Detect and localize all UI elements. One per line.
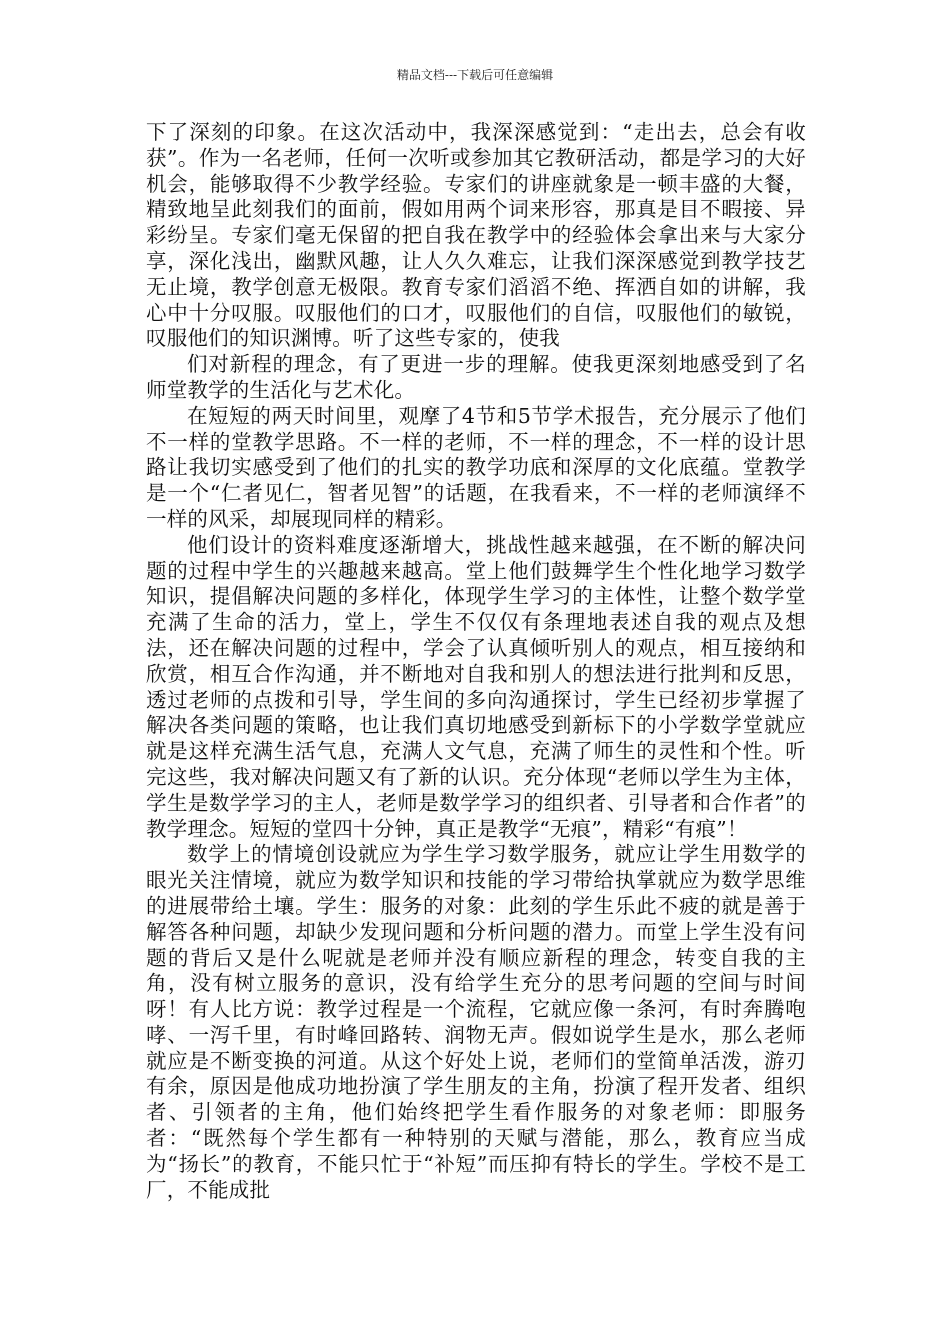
document-body bbox=[146, 120, 806, 1203]
paragraph-5: 数学上的情境创设就应为学生学习数学服务，就应让学生用数学的眼光关注情境，就应为数学知识和技能的学习带给执掌就应为数学思维的进展带给土壤。学生：服务的对象：此刻的学生乐此不疲的就是善于解答各种问题，却缺少发现问题和分析问题的潜力。而堂上学生没有问题的背后又是什么呢就是老师并没有顺应新程的理念，转变自我的主角，没有树立服务的意识，没有给学生充分的思考问题的空间与时间呀！有人比方说：教学过程是一个流程，它就应像一条河，有时奔腾咆哮、一泻千里，有时峰回路转、润物无声。假如说学生是水，那么老师就应是不断变换的河道。从这个好处上说，老师们的堂简单活泼，游刃有余，原因是他成功地扮演了学生朋友的主角，扮演了程开发者、组织者、引领者的主角，他们始终把学生看作服务的对象老师：即服务者：“既然每个学生都有一种特别的天赋与潜能，那么，教育应当成为“扬长”的教育，不能只忙于“补短”而压抑有特长的学生。学校不是工厂，不能成批 bbox=[146, 842, 806, 1202]
paragraph-3: 在短短的两天时间里，观摩了4节和5节学术报告，充分展示了他们不一样的堂教学思路。不一样的老师，不一样的理念，不一样的设计思路让我切实感受到了他们的扎实的教学功底和深厚的文化底蕴。堂教学是一个“仁者见仁，智者见智”的话题，在我看来，不一样的老师演绎不一样的风采，却展现同样的精彩。 bbox=[146, 403, 806, 531]
paragraph-4: 他们设计的资料难度逐渐增大，挑战性越来越强，在不断的解决问题的过程中学生的兴趣越来越高。堂上他们鼓舞学生个性化地学习数学知识，提倡解决问题的多样化，体现学生学习的主体性，让整个数学堂充满了生命的活力，堂上，学生不仅仅有条理地表述自我的观点及想法，还在解决问题的过程中，学会了认真倾听别人的观点，相互接纳和欣赏，相互合作沟通，并不断地对自我和别人的想法进行批判和反思，透过老师的点拨和引导，学生间的多向沟通探讨，学生已经初步掌握了解决各类问题的策略，也让我们真切地感受到新标下的小学数学堂就应就是这样充满生活气息，充满人文气息，充满了师生的灵性和个性。听完这些，我对解决问题又有了新的认识。充分体现“老师以学生为主体，学生是数学学习的主人，老师是数学学习的组织者、引导者和合作者”的教学理念。短短的堂四十分钟，真正是教学“无痕”，精彩“有痕”！ bbox=[146, 532, 806, 841]
paragraph-2: 们对新程的理念，有了更进一步的理解。使我更深刻地感受到了名师堂教学的生活化与艺术化。 bbox=[146, 352, 806, 402]
page-header: 精品文档---下载后可任意编辑 bbox=[396, 68, 554, 82]
paragraph-1: 下了深刻的印象。在这次活动中，我深深感觉到：“走出去，总会有收获”。作为一名老师，任何一次听或参加其它教研活动，都是学习的大好机会，能够取得不少教学经验。专家们的讲座就象是一顿丰盛的大餐，精致地呈此刻我们的面前，假如用两个词来形容，那真是目不暇接、异彩纷呈。专家们毫无保留的把自我在教学中的经验体会拿出来与大家分享，深化浅出，幽默风趣，让人久久难忘，让我们深深感觉到教学技艺无止境，教学创意无极限。教育专家们滔滔不绝、挥洒自如的讲解，我心中十分叹服。叹服他们的口才，叹服他们的自信，叹服他们的敏锐，叹服他们的知识渊博。听了这些专家的，使我 bbox=[146, 120, 806, 351]
